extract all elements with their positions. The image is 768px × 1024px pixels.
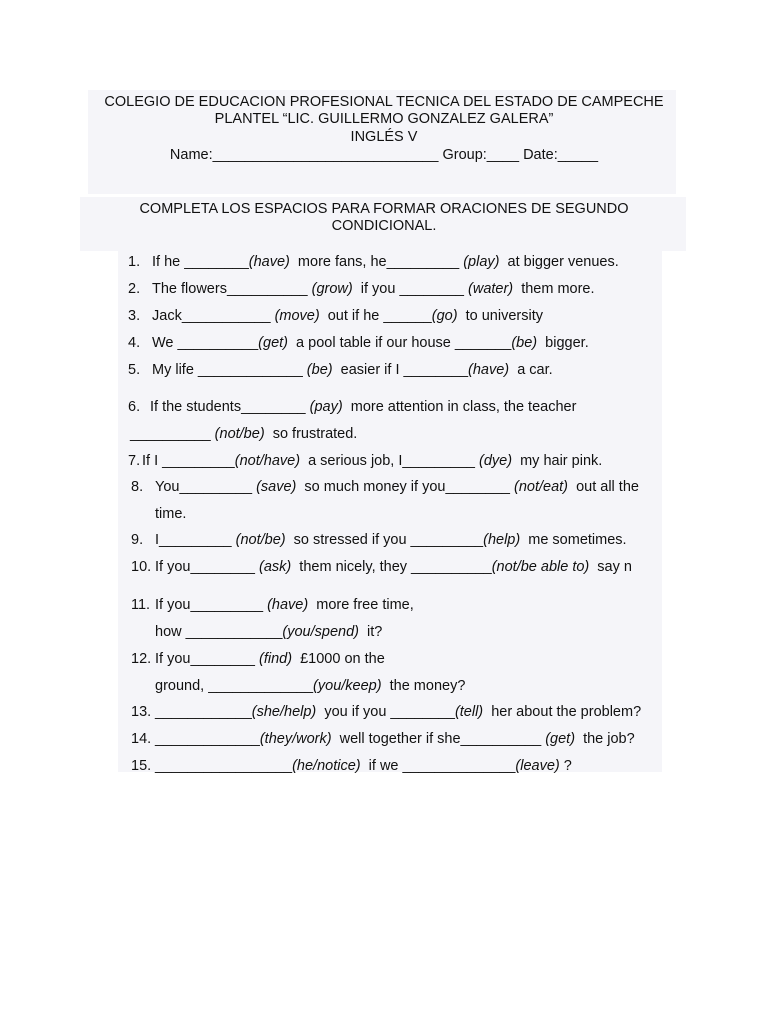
sentence-text: time. xyxy=(155,506,187,522)
verb-hint: (find) xyxy=(259,651,293,667)
sentence-text: _________________ xyxy=(155,758,293,774)
exercise-sentence xyxy=(155,650,385,668)
sentence-text: ____________ xyxy=(155,704,252,720)
sentence-text: easier if I ________ xyxy=(332,362,469,378)
exercise-number: 7. xyxy=(128,453,141,469)
sentence-text: them more. xyxy=(513,281,595,297)
sentence-text: how ____________ xyxy=(155,624,283,640)
sentence-text: £1000 on the xyxy=(292,651,385,667)
sentence-text: so much money if you________ xyxy=(296,479,515,495)
sentence-text: to university xyxy=(457,308,543,324)
sentence-text: out all the xyxy=(568,479,639,495)
sentence-text: a car. xyxy=(509,362,553,378)
sentence-text: Jack___________ xyxy=(152,308,275,324)
verb-hint: (not/eat) xyxy=(514,479,569,495)
exercise-number: 3. xyxy=(128,308,141,324)
sentence-text: If you________ xyxy=(155,651,260,667)
sentence-text: if we ______________ xyxy=(360,758,516,774)
exercise-sentence xyxy=(152,253,619,271)
sentence-text: If I _________ xyxy=(142,453,235,469)
exercise-number: 2. xyxy=(128,281,141,297)
sentence-text: ground, _____________ xyxy=(155,678,314,694)
verb-hint: (grow) xyxy=(311,281,353,297)
verb-hint: (help) xyxy=(483,532,521,548)
sentence-text: My life _____________ xyxy=(152,362,307,378)
exercise-number: 14. xyxy=(131,731,152,747)
campus-name: PLANTEL “LIC. GUILLERMO GONZALEZ GALERA” xyxy=(214,111,554,127)
exercise-number: 13. xyxy=(131,704,152,720)
verb-hint: (tell) xyxy=(454,704,484,720)
verb-hint: (they/work) xyxy=(259,731,332,747)
sentence-text: so frustrated. xyxy=(264,426,358,442)
exercise-sentence xyxy=(152,280,595,298)
exercise-sentence xyxy=(152,334,589,352)
verb-hint: (have) xyxy=(248,254,290,270)
sentence-text: well together if she__________ xyxy=(331,731,546,747)
exercise-number: 4. xyxy=(128,335,141,351)
exercise-number: 15. xyxy=(131,758,152,774)
exercise-number: 8. xyxy=(131,479,144,495)
verb-hint: (have) xyxy=(468,362,510,378)
sentence-text: a serious job, I_________ xyxy=(300,453,479,469)
exercise-number: 11. xyxy=(131,597,151,613)
sentence-text: it? xyxy=(358,624,383,640)
verb-hint: (not/have) xyxy=(234,453,301,469)
sentence-text: _____________ xyxy=(155,731,260,747)
verb-hint: (be) xyxy=(306,362,333,378)
sentence-text: If the students________ xyxy=(150,399,310,415)
exercise-sentence xyxy=(155,757,572,775)
sentence-text: If you________ xyxy=(155,559,260,575)
sentence-text: them nicely, they __________ xyxy=(291,559,492,575)
sentence-text: if you ________ xyxy=(352,281,469,297)
sentence-text: bigger. xyxy=(537,335,589,351)
exercise-sentence xyxy=(155,730,635,748)
verb-hint: (leave) xyxy=(515,758,560,774)
exercise-sentence xyxy=(155,531,627,549)
sentence-text: ? xyxy=(559,758,572,774)
verb-hint: (go) xyxy=(431,308,458,324)
sentence-text: more fans, he_________ xyxy=(289,254,464,270)
sentence-text: __________ xyxy=(130,426,215,442)
verb-hint: (have) xyxy=(267,597,309,613)
verb-hint: (dye) xyxy=(479,453,513,469)
sentence-text: If you_________ xyxy=(155,597,268,613)
sentence-text: the money? xyxy=(381,678,466,694)
exercise-sentence xyxy=(150,398,576,416)
exercise-sentence xyxy=(155,623,382,641)
exercise-number: 9. xyxy=(131,532,144,548)
exercise-number: 5. xyxy=(128,362,141,378)
exercise-sentence xyxy=(155,505,186,523)
sentence-text: You_________ xyxy=(155,479,257,495)
sentence-text: more free time, xyxy=(308,597,414,613)
student-info-line: Name:____________________________ Group:____ Date:_____ xyxy=(169,147,599,163)
verb-hint: (get) xyxy=(545,731,576,747)
exercise-number: 6. xyxy=(128,399,141,415)
verb-hint: (ask) xyxy=(259,559,292,575)
exercise-number: 10. xyxy=(131,559,152,575)
sentence-text: so stressed if you _________ xyxy=(285,532,484,548)
sentence-text: the job? xyxy=(575,731,635,747)
exercise-sentence xyxy=(155,478,639,496)
verb-hint: (move) xyxy=(274,308,320,324)
instructions-line-2: CONDICIONAL. xyxy=(331,218,437,234)
verb-hint: (not/be) xyxy=(235,532,286,548)
sentence-text: a pool table if our house _______ xyxy=(288,335,512,351)
sentence-text: you if you ________ xyxy=(316,704,455,720)
sentence-text: say n xyxy=(589,559,632,575)
subject-title: INGLÉS V xyxy=(350,129,418,145)
verb-hint: (pay) xyxy=(309,399,343,415)
exercise-sentence xyxy=(155,558,632,576)
exercise-sentence xyxy=(155,703,641,721)
sentence-text: We __________ xyxy=(152,335,259,351)
sentence-text: more attention in class, the teacher xyxy=(342,399,577,415)
verb-hint: (get) xyxy=(258,335,288,351)
sentence-text: The flowers__________ xyxy=(152,281,312,297)
exercise-sentence xyxy=(142,452,602,470)
verb-hint: (water) xyxy=(468,281,514,297)
exercise-sentence xyxy=(152,307,543,325)
verb-hint: (you/spend) xyxy=(282,624,359,640)
verb-hint: (save) xyxy=(256,479,297,495)
sentence-text: out if he ______ xyxy=(319,308,432,324)
sentence-text: her about the problem? xyxy=(483,704,642,720)
instructions-line-1: COMPLETA LOS ESPACIOS PARA FORMAR ORACIONES DE SEGUNDO xyxy=(139,201,629,217)
verb-hint: (you/keep) xyxy=(313,678,382,694)
school-name: COLEGIO DE EDUCACION PROFESIONAL TECNICA DEL ESTADO DE CAMPECHE xyxy=(104,94,664,110)
verb-hint: (not/be able to) xyxy=(491,559,590,575)
verb-hint: (be) xyxy=(511,335,538,351)
verb-hint: (play) xyxy=(463,254,500,270)
exercise-sentence xyxy=(155,596,414,614)
sentence-text: at bigger venues. xyxy=(499,254,619,270)
verb-hint: (she/help) xyxy=(251,704,317,720)
verb-hint: (he/notice) xyxy=(292,758,361,774)
verb-hint: (not/be) xyxy=(214,426,265,442)
exercise-sentence xyxy=(130,425,357,443)
sentence-text: If he ________ xyxy=(152,254,249,270)
exercise-sentence xyxy=(152,361,553,379)
sentence-text: I_________ xyxy=(155,532,236,548)
exercise-number: 12. xyxy=(131,651,152,667)
sentence-text: my hair pink. xyxy=(512,453,603,469)
sentence-text: me sometimes. xyxy=(520,532,627,548)
exercise-number: 1. xyxy=(128,254,141,270)
exercise-sentence xyxy=(155,677,465,695)
